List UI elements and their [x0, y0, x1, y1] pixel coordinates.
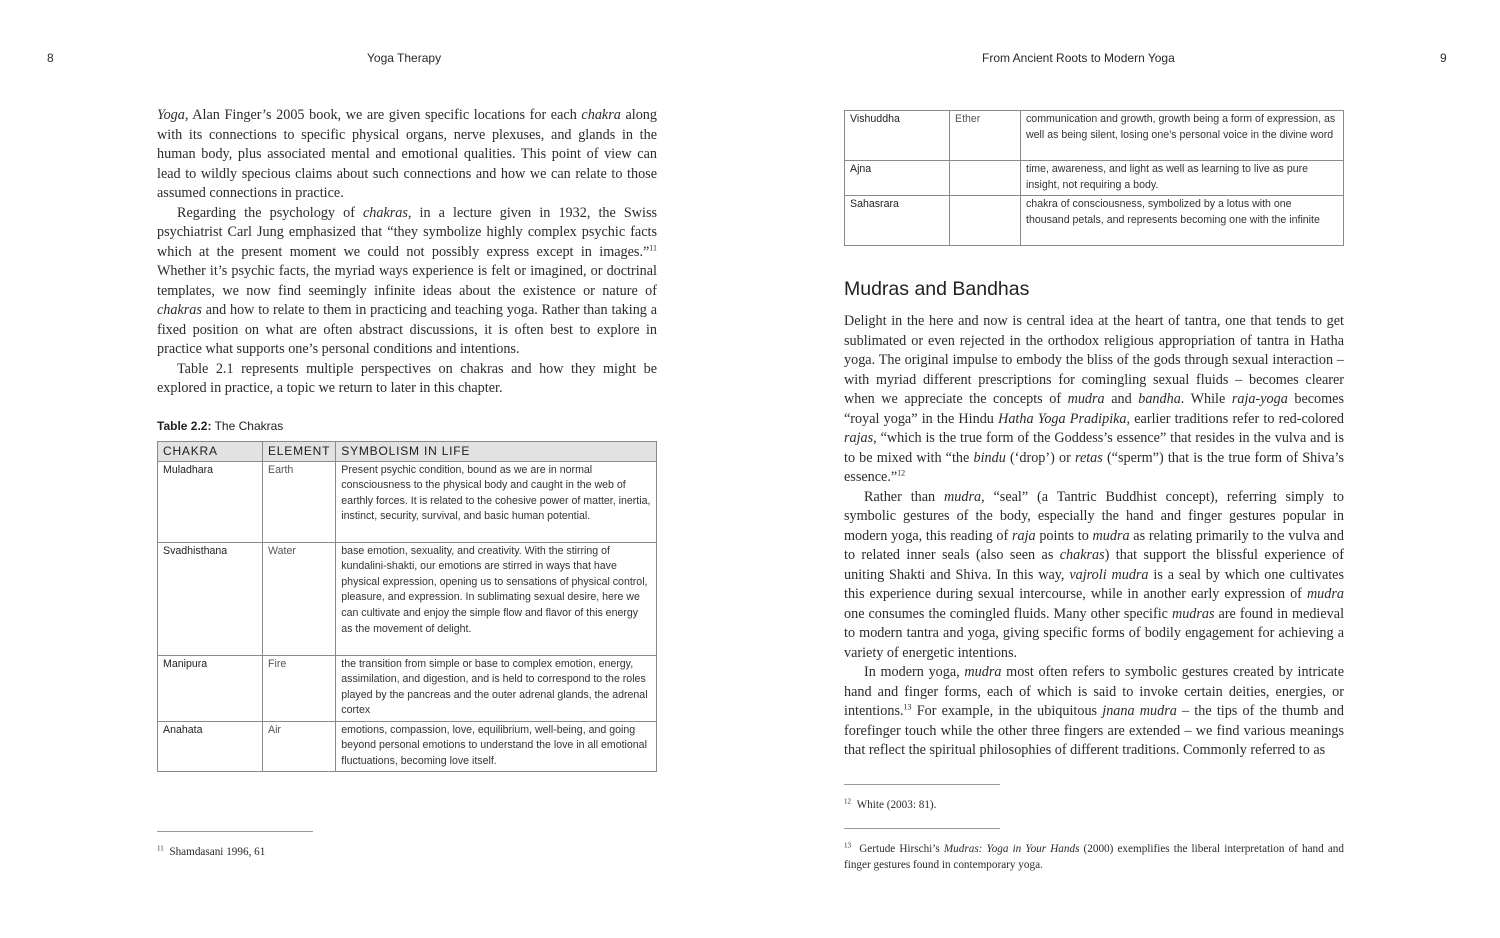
- element-cell: Fire: [263, 655, 336, 721]
- element-cell: [950, 161, 1021, 196]
- table-row: [845, 161, 1344, 196]
- table-header-row: [158, 442, 657, 462]
- footnote-13: $^{13}$ Gertude Hirschi’s Mudras: Yoga in Your Hands (2000) exemplifies the liberal interpretation of hand and finger gestures found in contemporary yoga.: [844, 841, 1344, 871]
- section-heading: Mudras and Bandhas: [844, 278, 1030, 300]
- symbolism-cell: communication and growth, growth being a form of expression, as well as being silent, losing one’s personal voice in the divine word: [1021, 111, 1344, 161]
- element-cell: Air: [263, 721, 336, 771]
- table-row: [845, 196, 1344, 246]
- chakra-cell: Manipura: [158, 655, 263, 721]
- footnote-rule: [844, 784, 1000, 785]
- paragraph: Delight in the here and now is central idea at the heart of tantra, one that tends to get sublimated or even rejected in the orthodox religious appropriation of tantra in Hatha yoga. The original impulse to embody the bliss of the gods through sexual interaction – with myriad different prescriptions for comingling sexual fluids – becomes clearer when we appreciate the concepts of mudra and bandha. While raja-yoga becomes “royal yoga” in the Hindu Hatha Yoga Pradipika, earlier traditions refer to red-colored rajas, “which is the true form of the Goddess’s essence” that resides in the vulva and is to be mixed with “the bindu (‘drop’) or retas (“sperm”) that is the true form of Shiva’s essence.”$^{12}$: [844, 313, 1344, 485]
- paragraph: Yoga, Alan Finger’s 2005 book, we are given specific locations for each chakra along with its connections to specific physical organs, nerve plexuses, and glands in the human body, plus associated mental and emotional qualities. This point of view can lead to wildly specious claims about such connections and how we can relate to those assumed connections in practice.: [157, 107, 657, 201]
- page-number-right: 9: [1440, 51, 1447, 65]
- element-cell: Water: [263, 542, 336, 655]
- footnote-rule: [157, 831, 313, 832]
- paragraph: Regarding the psychology of chakras, in a lecture given in 1932, the Swiss psychiatrist Carl Jung emphasized that “they symbolize highly complex psychic facts which at the present moment we could not possibly express except in images.”$^{11}$ Whether it’s psychic facts, the myriad ways experience is felt or imagined, or doctrinal templates, we now find seemingly infinite ideas about the existence or nature of chakras and how to relate to them in practicing and teaching yoga. Rather than taking a fixed position on what are often abstract discussions, it is often best to explore in practice what supports one’s personal conditions and intentions.: [157, 204, 657, 357]
- column-header: CHAKRA: [158, 442, 263, 462]
- chakra-table-continued: [844, 110, 1344, 246]
- footnote-ref[interactable]: 13: [903, 702, 912, 712]
- footnote-12: $^{12}$ White (2003: 81).: [844, 797, 937, 811]
- right-page: [750, 0, 1500, 938]
- table-row: [158, 721, 657, 771]
- paragraph: Rather than mudra, “seal” (a Tantric Buddhist concept), referring simply to symbolic gestures of the body, especially the hand and finger gestures popular in modern yoga, this reading of raja points to mudra as relating primarily to the vulva and to related inner seals (also seen as chakras) that support the blissful experience of uniting Shakti and Shiva. In this way, vajroli mudra is a seal by which one cultivates this experience during sexual intercourse, while in another early expression of mudra one consumes the comingled fluids. Many other specific mudras are found in medieval to modern tantra and yoga, giving specific forms of bodily engagement for achieving a variety of energetic intentions.: [844, 488, 1345, 661]
- chakra-cell: Sahasrara: [845, 196, 950, 246]
- chakra-table: [157, 441, 657, 772]
- symbolism-cell: time, awareness, and light as well as learning to live as pure insight, not requiring a body.: [1021, 161, 1344, 196]
- symbolism-cell: base emotion, sexuality, and creativity. With the stirring of kundalini-shakti, our emotions are stirred in ways that have physical expression, opening us to sensations of physical control, pleasure, and expression. In sublimating sexual desire, here we can cultivate and enjoy the simple flow and flavor of this energy as the movement of delight.: [336, 542, 657, 655]
- column-header: SYMBOLISM IN LIFE: [336, 442, 657, 462]
- symbolism-cell: chakra of consciousness, symbolized by a lotus with one thousand petals, and represents becoming one with the infinite: [1021, 196, 1344, 246]
- element-cell: Earth: [263, 461, 336, 542]
- table-row: [845, 111, 1344, 161]
- footnote-11: $^{11}$ Shamdasani 1996, 61: [157, 844, 266, 858]
- left-body-text: [157, 106, 657, 399]
- element-cell: Ether: [950, 111, 1021, 161]
- column-header: ELEMENT: [263, 442, 336, 462]
- table-caption: Table 2.2: The Chakras: [157, 419, 284, 433]
- right-body-text: [844, 312, 1344, 761]
- chakra-cell: Ajna: [845, 161, 950, 196]
- page-number-left: 8: [47, 51, 54, 65]
- footnote-ref[interactable]: 11: [649, 242, 657, 252]
- footnote-ref[interactable]: 12: [897, 468, 906, 478]
- chakra-cell: Vishuddha: [845, 111, 950, 161]
- symbolism-cell: the transition from simple or base to complex emotion, energy, assimilation, and digestion, and is held to correspond to the roles played by the pancreas and the outer adrenal glands, the adrenal cortex: [336, 655, 657, 721]
- running-head-left: Yoga Therapy: [367, 51, 442, 65]
- symbolism-cell: emotions, compassion, love, equilibrium, well-being, and going beyond personal emotions to understand the love in all emotional fluctuations, becoming love itself.: [336, 721, 657, 771]
- chakra-cell: Anahata: [158, 721, 263, 771]
- symbolism-cell: Present psychic condition, bound as we are in normal consciousness to the physical body and caught in the web of earthly forces. It is related to the cohesive power of matter, inertia, instinct, security, survival, and basic human potential.: [336, 461, 657, 542]
- chakra-cell: Svadhisthana: [158, 542, 263, 655]
- table-row: [158, 461, 657, 542]
- element-cell: [950, 196, 1021, 246]
- chakra-cell: Muladhara: [158, 461, 263, 542]
- table-row: [158, 655, 657, 721]
- footnote-rule: [844, 828, 1000, 829]
- table-row: [158, 542, 657, 655]
- running-head-right: From Ancient Roots to Modern Yoga: [982, 51, 1175, 65]
- paragraph: Table 2.1 represents multiple perspectives on chakras and how they might be explored in practice, a topic we return to later in this chapter.: [157, 360, 657, 396]
- paragraph: In modern yoga, mudra most often refers to symbolic gestures created by intricate hand and finger forms, each of which is said to invoke certain deities, energies, or intentions.$^{13}$ For example, in the ubiquitous jnana mudra – the tips of the thumb and forefinger touch while the other three fingers are extended – we find various meanings that reflect the spiritual philosophies of different traditions. Commonly referred to as: [844, 664, 1344, 758]
